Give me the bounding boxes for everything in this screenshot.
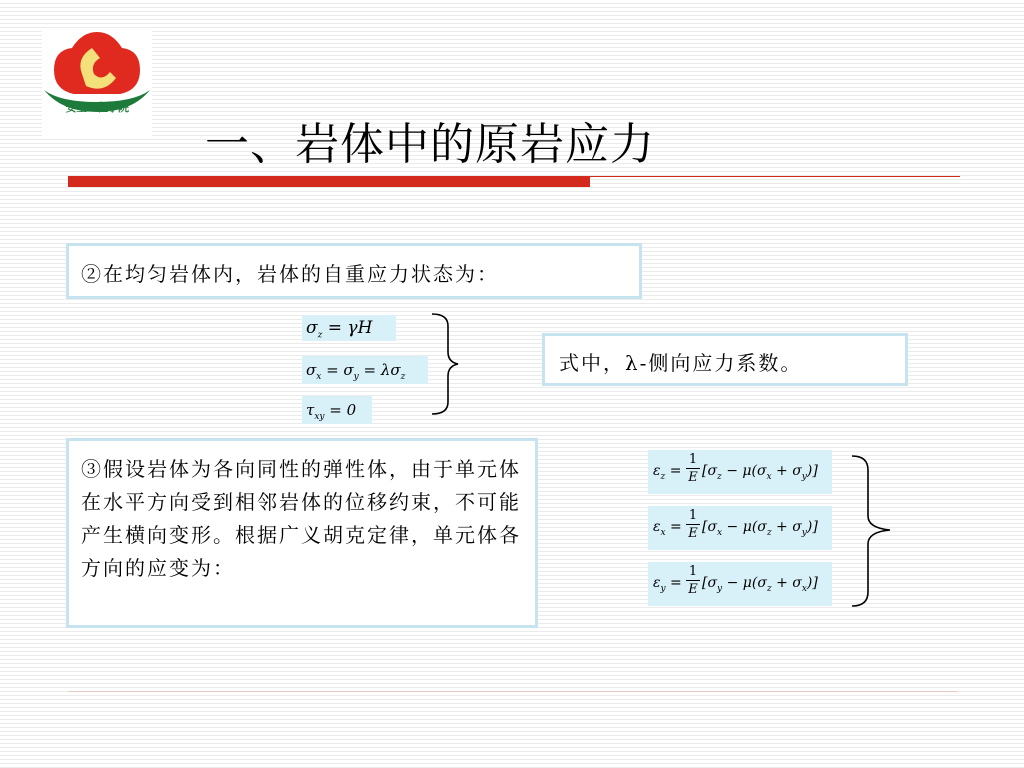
right-brace-icon-1 <box>432 314 458 414</box>
equation-epsilon-x: $\varepsilon_x$ = 1 E $[\sigma_x - \mu(\sigma_z + \sigma_y)]$ <box>648 506 832 550</box>
equation-epsilon-z: $\varepsilon_z$ = 1 E $[\sigma_z - \mu(\sigma_x + \sigma_y)]$ <box>648 450 832 494</box>
title-underline-bar <box>68 176 590 187</box>
self-weight-stress-text: ②在均匀岩体内，岩体的自重应力状态为： <box>66 243 642 299</box>
equation-sigma-xy: $\sigma_x = \sigma_y = \lambda\sigma_z$ <box>302 356 428 384</box>
hooke-law-explanation: ③假设岩体为各向同性的弹性体，由于单元体在水平方向受到相邻岩体的位移约束，不可能产生横向变形。根据广义胡克定律，单元体各方向的应变为： <box>66 438 538 628</box>
right-brace-icon-2 <box>852 456 890 606</box>
logo-emblem-icon <box>42 28 152 136</box>
lateral-coefficient-note: 式中，λ-侧向应力系数。 <box>542 333 908 386</box>
equation-sigma-z: $\sigma_z = \gamma H$ <box>302 315 396 341</box>
equation-tau-xy: $\tau_{xy} = 0$ <box>302 396 372 424</box>
equation-epsilon-y: $\varepsilon_y$ = 1 E $[\sigma_y - \mu(\sigma_z + \sigma_x)]$ <box>648 562 832 606</box>
logo-text: 安全工程学院 <box>65 101 129 114</box>
title-underline-line <box>590 176 960 177</box>
school-logo <box>42 28 152 136</box>
footer-divider <box>68 691 958 692</box>
slide-title: 一、岩体中的原岩应力 <box>205 119 655 170</box>
